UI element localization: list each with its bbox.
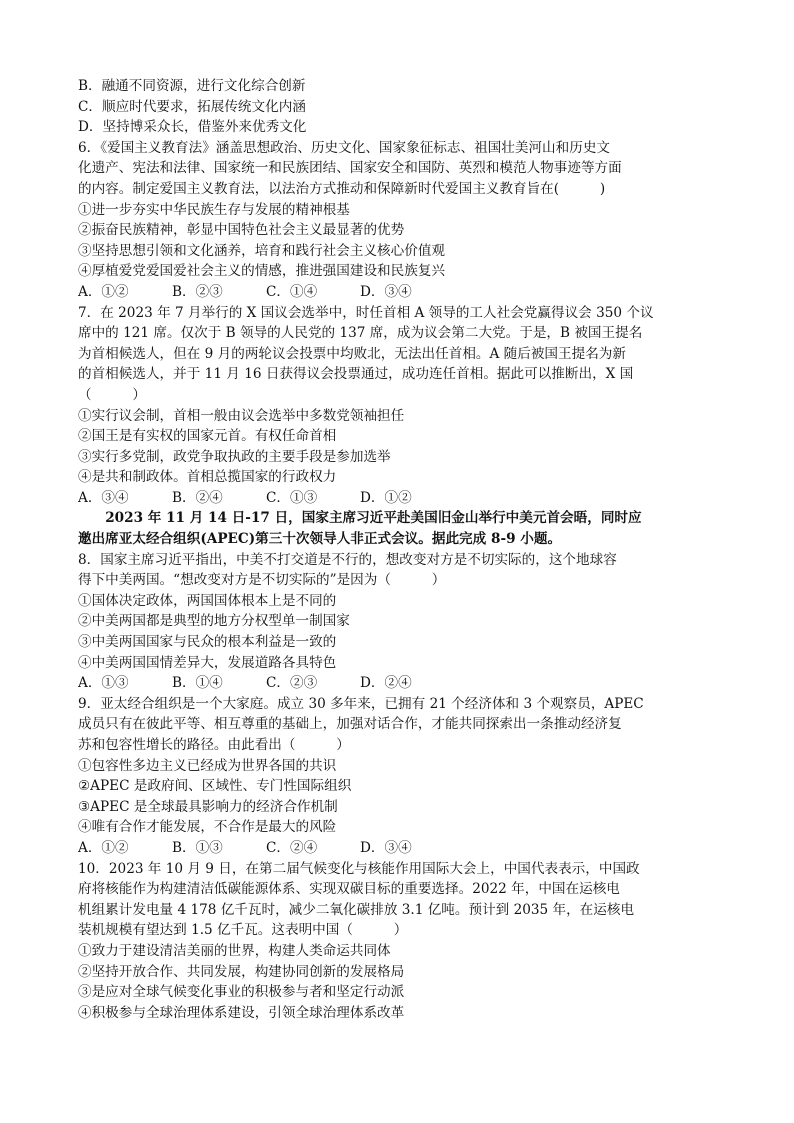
q10-stem-line: 府将核能作为构建清洁低碳能源体系、实现双碳目标的重要选择。2022 年，中国在运核电 [78,881,620,898]
q7-stem-line: 为首相候选人，但在 9 月的两轮议会投票中均败北，无法出任首相。A 随后被国王提名为新 [78,345,626,362]
q5-option-d: D．坚持博采众长，借鉴外来优秀文化 [78,119,307,136]
q9-item: ②APEC 是政府间、区域性、专门性国际组织 [78,778,352,795]
q10-item: ③是应对全球气候变化事业的积极参与者和坚定行动派 [78,984,405,1001]
group-intro-line: 邀出席亚太经合组织(APEC)第三十次领导人非正式会议。据此完成 8-9 小题。 [78,531,562,548]
q8-option-c: C．②③ [266,675,318,692]
q6-options [78,282,720,303]
q7-option-c: C．①③ [266,489,318,506]
q10-item: ①致力于建设清洁美丽的世界，构建人类命运共同体 [78,942,391,959]
question-6 [78,138,720,303]
group-intro-line: 2023 年 11 月 14 日-17 日，国家主席习近平赴美国旧金山举行中美元首会晤，同时应 [105,510,642,527]
q7-option-b: B．②④ [172,489,223,506]
q5-option-b: B．融通不同资源，进行文化综合创新 [78,78,306,94]
q7-stem-line: 7．在 2023 年 7 月举行的 X 国议会选举中，时任首相 A 领导的工人社会党赢得议会 350 个议 [78,304,654,321]
q9-option-b: B．①③ [172,839,223,856]
q7-options [78,488,720,509]
q9-item: ①包容性多边主义已经成为世界各国的共识 [78,757,337,774]
q10-stem-line: 装机规模有望达到 1.5 亿千瓦。这表明中国（ ） [78,922,408,939]
q8-options [78,673,720,694]
question-10 [78,859,720,1024]
q8-option-d: D．②④ [360,675,412,692]
q8-item: ②中美两国都是典型的地方分权型单一制国家 [78,613,350,630]
q10-stem-line: 10．2023 年 10 月 9 日，在第二届气候变化与核能作用国际大会上，中国代表表示，中国政 [78,860,640,877]
exam-page [78,76,720,1023]
q7-stem-line: 席中的 121 席。仅次于 B 领导的人民党的 137 席，成为议会第二大党。于是，B 被国王提名 [78,325,643,342]
q8-stem-line: 8．国家主席习近平指出，中美不打交道是不行的，想改变对方是不切实际的，这个地球容 [78,551,617,568]
q6-option-c: C．①④ [266,283,318,300]
q6-option-b: B．②③ [172,283,223,300]
q7-option-a: A．③④ [78,489,129,506]
q5-option-c: C．顺应时代要求，拓展传统文化内涵 [78,98,306,115]
q6-item: ④厚植爱党爱国爱社会主义的情感，推进强国建设和民族复兴 [78,263,446,280]
q7-stem-line: （ ） [78,386,146,403]
q6-option-d: D．③④ [360,283,412,300]
group-intro [78,508,720,549]
q8-item: ①国体决定政体，两国国体根本上是不同的 [78,592,337,609]
question-7 [78,303,720,509]
question-8 [78,550,720,694]
q8-option-b: B．①④ [172,675,223,692]
q6-option-a: A．①② [78,283,129,300]
q8-option-a: A．①③ [78,675,129,692]
q7-stem-line: 的首相候选人，并于 11 月 16 日获得议会投票通过，成功连任首相。据此可以推断出，X 国 [78,366,634,383]
q7-item: ①实行议会制，首相一般由议会选举中多数党领袖担任 [78,407,405,424]
q9-options [78,838,720,859]
q6-item: ①进一步夯实中华民族生存与发展的精神根基 [78,201,350,218]
q6-stem-line: 的内容。制定爱国主义教育法，以法治方式推动和保障新时代爱国主义教育旨在( ) [78,180,606,197]
q7-item: ③实行多党制，政党争取执政的主要手段是参加选举 [78,448,391,465]
q9-item: ④唯有合作才能发展，不合作是最大的风险 [78,819,337,836]
q10-item: ④积极参与全球治理体系建设，引领全球治理体系改革 [78,1004,405,1021]
q6-stem-line: 6．《爱国主义教育法》涵盖思想政治、历史文化、国家象征标志、祖国壮美河山和历史文 [78,139,611,156]
q9-stem-line: 成员只有在彼此平等、相互尊重的基础上，加强对话合作，才能共同探索出一条推动经济复 [78,716,622,733]
q9-stem-line: 苏和包容性增长的路径。由此看出（ ） [78,737,350,753]
q9-option-c: C．②④ [266,839,318,856]
q9-stem-line: 9．亚太经合组织是一个大家庭。成立 30 多年来，已拥有 21 个经济体和 3 个观察员，APEC [78,695,644,712]
q6-item: ③坚持思想引领和文化涵养，培育和践行社会主义核心价值观 [78,242,446,259]
q8-item: ③中美两国国家与民众的根本利益是一致的 [78,634,337,651]
question-9 [78,694,720,859]
q7-item: ④是共和制政体。首相总揽国家的行政权力 [78,469,337,486]
q9-item: ③APEC 是全球最具影响力的经济合作机制 [78,798,338,815]
q10-stem-line: 机组累计发电量 4 178 亿千瓦时，减少二氧化碳排放 3.1 亿吨。预计到 2035 年，在运核电 [78,901,635,918]
q9-option-d: D．③④ [360,839,412,856]
q6-item: ②振奋民族精神，彰显中国特色社会主义最显著的优势 [78,222,405,239]
q7-option-d: D．①② [360,489,412,506]
question-5-options [78,76,720,138]
q10-item: ②坚持开放合作、共同发展，构建协同创新的发展格局 [78,963,405,980]
q8-stem-line: 得下中美两国。“想改变对方是不切实际的”是因为（ ） [78,572,446,589]
q8-item: ④中美两国国情差异大，发展道路各具特色 [78,654,337,671]
q9-option-a: A．①② [78,839,129,856]
q6-stem-line: 化遗产、宪法和法律、国家统一和民族团结、国家安全和国防、英烈和模范人物事迹等方面 [78,160,622,177]
q7-item: ②国王是有实权的国家元首。有权任命首相 [78,428,337,445]
